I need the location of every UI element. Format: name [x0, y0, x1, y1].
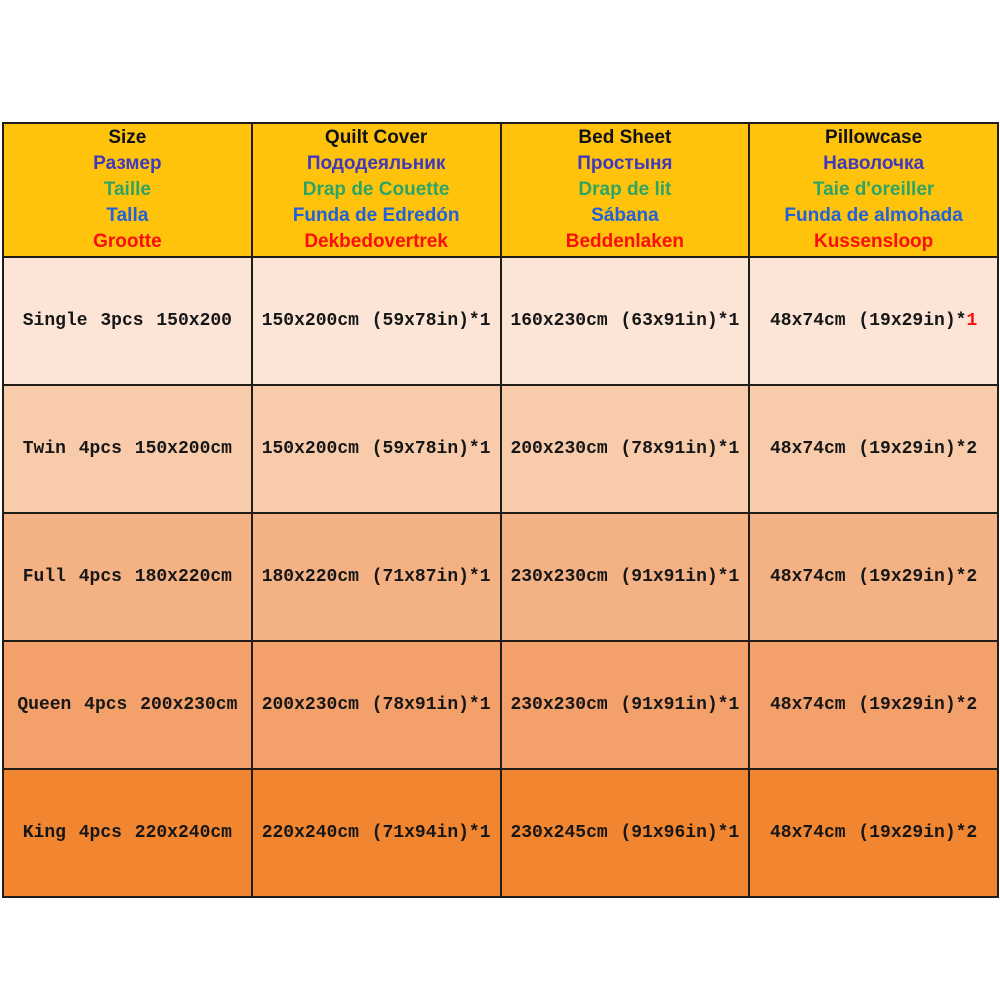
- header-label-quilt-spanish: Funda de Edredón: [292, 205, 460, 226]
- header-label-sheet-english: Bed Sheet: [578, 127, 672, 148]
- table-body: [3, 257, 998, 897]
- header-cell-pillowcase: [749, 123, 998, 257]
- cell-text: King 4pcs 220x240cm: [22, 823, 232, 843]
- header-label-pillowcase-spanish: Funda de almohada: [784, 205, 963, 226]
- cell-text: 48x74cm (19x29in)*2: [770, 439, 978, 459]
- header-label-size-spanish: Talla: [106, 205, 149, 226]
- cell-text: 230x230cm (91x91in)*1: [510, 695, 740, 715]
- table-cell-sheet: [501, 641, 750, 769]
- table-cell-size: [3, 385, 252, 513]
- header-label-quilt-russian: Пододеяльник: [306, 153, 446, 174]
- table-row: [3, 769, 998, 897]
- size-chart-table: [2, 122, 999, 898]
- cell-text: 48x74cm (19x29in)*2: [770, 695, 978, 715]
- header-label-sheet-dutch: Beddenlaken: [565, 231, 684, 252]
- cell-text: 230x245cm (91x96in)*1: [510, 823, 740, 843]
- header-label-sheet-russian: Простыня: [577, 153, 673, 174]
- table-row: [3, 513, 998, 641]
- cell-text: Queen 4pcs 200x230cm: [17, 695, 238, 715]
- table-cell-quilt: [252, 769, 501, 897]
- table-cell-quilt: [252, 641, 501, 769]
- table-cell-size: [3, 769, 252, 897]
- header-row: [3, 123, 998, 257]
- table-cell-pillowcase: [749, 769, 998, 897]
- header-label-quilt-dutch: Dekbedovertrek: [304, 231, 448, 252]
- header-label-pillowcase-russian: Наволочка: [823, 153, 925, 174]
- table-row: [3, 641, 998, 769]
- cell-text: Single 3pcs 150x200: [22, 311, 232, 331]
- cell-text: 200x230cm (78x91in)*1: [261, 695, 491, 715]
- cell-text: 48x74cm (19x29in)*: [770, 311, 967, 331]
- cell-text: 160x230cm (63x91in)*1: [510, 311, 740, 331]
- table-cell-quilt: [252, 385, 501, 513]
- cell-text: 150x200cm (59x78in)*1: [261, 311, 491, 331]
- table-cell-quilt: [252, 257, 501, 385]
- table-cell-pillowcase: [749, 641, 998, 769]
- cell-text: 200x230cm (78x91in)*1: [510, 439, 740, 459]
- table-row: [3, 385, 998, 513]
- cell-text: 230x230cm (91x91in)*1: [510, 567, 740, 587]
- table-cell-size: [3, 641, 252, 769]
- header-label-size-russian: Размер: [93, 153, 162, 174]
- header-label-pillowcase-french: Taie d'oreiller: [812, 179, 935, 200]
- header-label-size-english: Size: [108, 127, 147, 148]
- table-cell-size: [3, 513, 252, 641]
- table-cell-pillowcase: [749, 385, 998, 513]
- header-label-quilt-french: Drap de Couette: [302, 179, 450, 200]
- header-label-quilt-english: Quilt Cover: [324, 127, 428, 148]
- header-label-sheet-french: Drap de lit: [578, 179, 672, 200]
- cell-text: 48x74cm (19x29in)*2: [770, 823, 978, 843]
- cell-text: Full 4pcs 180x220cm: [22, 567, 232, 587]
- table-cell-quilt: [252, 513, 501, 641]
- header-label-pillowcase-english: Pillowcase: [825, 127, 923, 148]
- cell-text: 180x220cm (71x87in)*1: [261, 567, 491, 587]
- table-cell-sheet: [501, 385, 750, 513]
- header-cell-quilt: [252, 123, 501, 257]
- header-label-size-french: Taille: [103, 179, 151, 200]
- cell-text: Twin 4pcs 150x200cm: [22, 439, 232, 459]
- header-label-pillowcase-dutch: Kussensloop: [813, 231, 934, 252]
- table-cell-sheet: [501, 257, 750, 385]
- table-cell-pillowcase: [749, 257, 998, 385]
- cell-text: 220x240cm (71x94in)*1: [261, 823, 491, 843]
- table-cell-sheet: [501, 769, 750, 897]
- table-cell-size: [3, 257, 252, 385]
- table-cell-pillowcase: [749, 513, 998, 641]
- cell-text: 150x200cm (59x78in)*1: [261, 439, 491, 459]
- header-label-size-dutch: Grootte: [93, 231, 162, 252]
- table-cell-sheet: [501, 513, 750, 641]
- table-row: [3, 257, 998, 385]
- header-cell-size: [3, 123, 252, 257]
- cell-text-highlight: 1: [966, 311, 978, 331]
- header-cell-sheet: [501, 123, 750, 257]
- cell-text: 48x74cm (19x29in)*2: [770, 567, 978, 587]
- header-label-sheet-spanish: Sábana: [591, 205, 659, 226]
